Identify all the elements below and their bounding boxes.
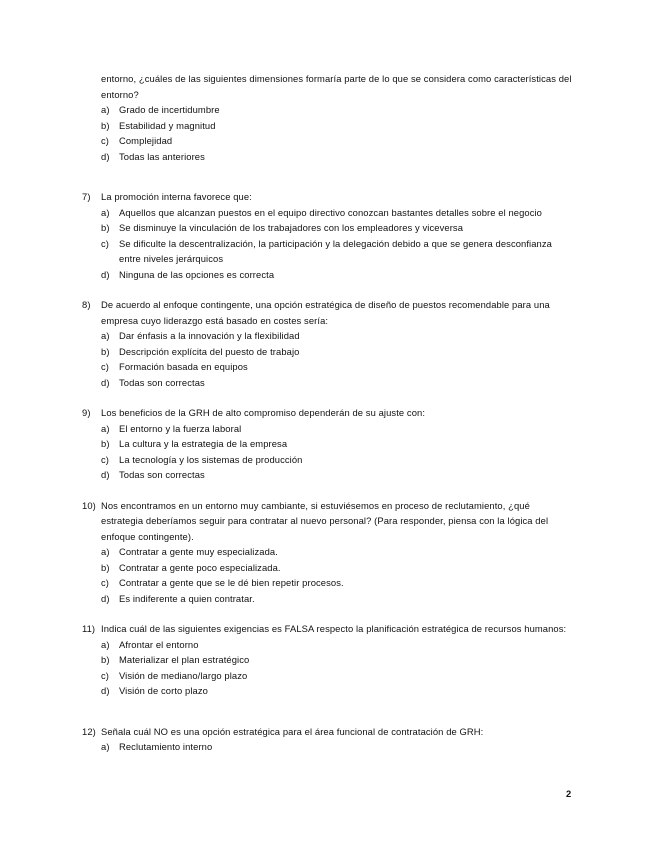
question-text: Los beneficios de la GRH de alto compromiso dependerán de su ajuste con: [101,407,426,418]
question-8 [82,297,572,390]
question-number: 12) [82,725,96,737]
question-text: Señala cuál NO es una opción estratégica para el área funcional de contratación de GRH: [101,725,484,737]
option-b: b) La cultura y la estrategia de la empresa [101,438,288,449]
question-text: La promoción interna favorece que: [101,191,252,202]
option-d: d) Ninguna de las opciones es correcta [101,268,275,280]
option-a: a) Contratar a gente muy especializada. [101,546,278,557]
option-d: d) Es indiferente a quien contratar. [101,592,255,604]
option-c: c) Se dificulte la descentralización, la participación y la delegación debido a que se genera desconfianza entre niveles jerárquicos [101,237,552,264]
option-list [82,544,572,606]
option-a: a) Dar énfasis a la innovación y la flexibilidad [101,330,300,341]
question-number: 11) [82,623,96,634]
option-b: b) Contratar a gente poco especializada. [101,561,281,573]
question-text: Indica cuál de las siguientes exigencias es FALSA respecto la planificación estratégica de recursos humanos: [101,623,567,634]
option-d: d) Todas las anteriores [101,150,205,162]
option-c: c) Complejidad [101,135,173,146]
option-b: b) Materializar el plan estratégico [101,654,250,665]
option-list [82,205,572,283]
page-content [82,71,572,755]
option-c: c) La tecnología y los sistemas de producción [101,453,303,465]
page-number: 2 [566,788,572,799]
option-list [82,421,572,483]
question-text: De acuerdo al enfoque contingente, una opción estratégica de diseño de puestos recomendable para una empresa cuyo liderazgo está basado en costes sería: [101,299,550,326]
option-d: d) Visión de corto plazo [101,685,208,696]
question-number: 9) [82,407,91,418]
question-number: 8) [82,299,91,310]
option-list [82,739,572,755]
question-11 [82,621,572,699]
option-d: d) Todas son correctas [101,376,205,388]
option-a: a) El entorno y la fuerza laboral [101,422,242,434]
option-list [82,102,572,164]
option-c: c) Contratar a gente que se le dé bien repetir procesos. [101,577,344,588]
option-a: a) Afrontar el entorno [101,638,199,650]
option-a: a) Reclutamiento interno [101,741,213,752]
option-d: d) Todas son correctas [101,469,205,480]
option-b: b) Descripción explícita del puesto de trabajo [101,345,300,357]
option-a: a) Grado de incertidumbre [101,104,220,115]
question-6-continuation [82,71,572,164]
question-10 [82,498,572,607]
question-9 [82,405,572,483]
option-c: c) Visión de mediano/largo plazo [101,669,248,681]
option-list [82,328,572,390]
question-text: Nos encontramos en un entorno muy cambiante, si estuviésemos en proceso de reclutamiento, ¿qué estrategia deberíamos seguir para contratar al nuevo personal? (Para responder, piensa con la lógica del enfoque contingente). [101,499,549,542]
option-b: b) Estabilidad y magnitud [101,119,216,131]
question-12 [82,724,572,755]
question-text: entorno, ¿cuáles de las siguientes dimensiones formaría parte de lo que se considera como características del entorno? [101,73,572,100]
option-list [82,637,572,699]
option-a: a) Aquellos que alcanzan puestos en el equipo directivo conozcan bastantes detalles sobre el negocio [101,206,543,218]
question-7 [82,189,572,282]
question-number: 7) [82,191,91,202]
option-c: c) Formación basada en equipos [101,361,248,372]
option-b: b) Se disminuye la vinculación de los trabajadores con los empleadores y viceversa [101,222,464,233]
question-number: 10) [82,499,96,511]
